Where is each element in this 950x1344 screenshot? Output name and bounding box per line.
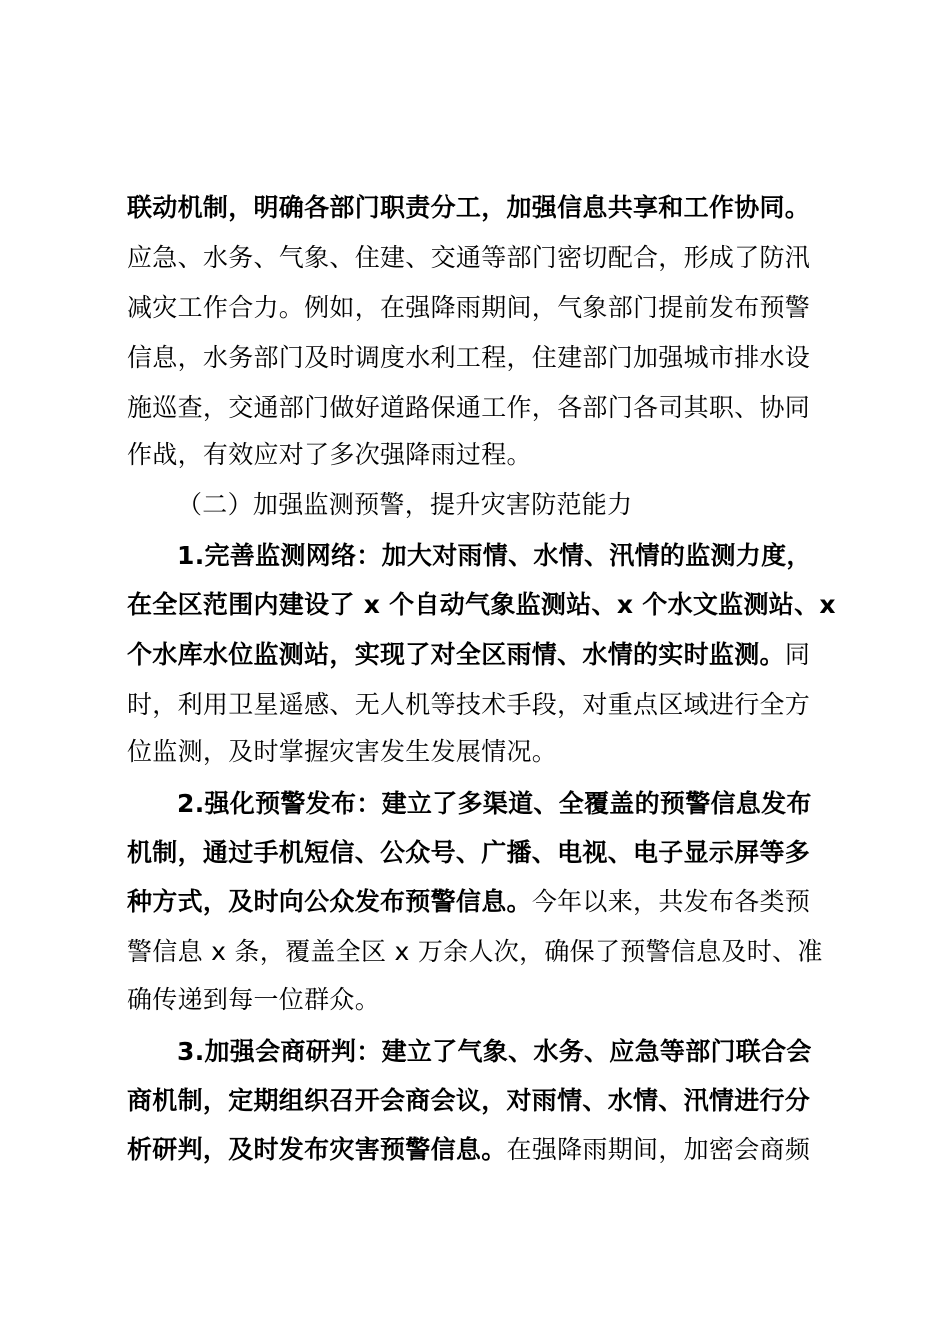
bold-text: 机制，通过手机短信、公众号、广播、电视、电子显示屏等多 [127, 838, 811, 867]
bold-text: 3.加强会商研判：建立了气象、水务、应急等部门联合会 [177, 1037, 812, 1066]
bold-text: 2.强化预警发布：建立了多渠道、全覆盖的预警信息发布 [177, 789, 812, 818]
body-text: 减灾工作合力。例如，在强降雨期间，气象部门提前发布预警 [127, 293, 811, 322]
bold-text: 联动机制，明确各部门职责分工，加强信息共享和工作协同。 [127, 193, 811, 222]
body-text: 作战，有效应对了多次强降雨过程。 [127, 440, 532, 469]
paragraph-line [127, 183, 847, 233]
paragraph-line [177, 531, 897, 581]
paragraph-line [177, 779, 897, 829]
paragraph-line [127, 233, 847, 283]
body-text: 警信息 x 条，覆盖全区 x 万余人次，确保了预警信息及时、准 [127, 937, 823, 966]
body-text: 位监测，及时掌握灾害发生发展情况。 [127, 737, 558, 766]
paragraph-line [127, 927, 847, 977]
paragraph-line [127, 333, 847, 383]
bold-text: 商机制，定期组织召开会商会议，对雨情、水情、汛情进行分 [127, 1086, 811, 1115]
bold-text: 种方式，及时向公众发布预警信息。 [127, 887, 532, 916]
bold-text: 个水库水位监测站，实现了对全区雨情、水情的实时监测。 [127, 640, 785, 669]
paragraph-line [127, 383, 847, 433]
body-text: 在强降雨期间，加密会商频 [506, 1135, 811, 1164]
paragraph-line [127, 828, 847, 878]
paragraph-line [127, 727, 847, 777]
paragraph-line [127, 975, 847, 1025]
paragraph-line [127, 630, 847, 680]
body-text: 同 [784, 640, 811, 669]
paragraph-line [177, 1027, 897, 1077]
body-text: 确传递到每一位群众。 [127, 985, 381, 1014]
body-text: 时，利用卫星遥感、无人机等技术手段，对重点区域进行全方 [127, 690, 811, 719]
body-text: （二）加强监测预警，提升灾害防范能力 [177, 490, 633, 519]
body-text: 信息，水务部门及时调度水利工程，住建部门加强城市排水设 [127, 343, 811, 372]
bold-text: 在全区范围内建设了 x 个自动气象监测站、x 个水文监测站、x [127, 590, 836, 619]
paragraph-line [127, 680, 847, 730]
paragraph-line [127, 580, 847, 630]
paragraph-line [127, 1076, 847, 1126]
body-text: 应急、水务、气象、住建、交通等部门密切配合，形成了防汛 [127, 243, 811, 272]
body-text: 今年以来，共发布各类预 [531, 887, 811, 916]
section-heading [177, 480, 897, 530]
paragraph-line [127, 430, 847, 480]
bold-text: 1.完善监测网络：加大对雨情、水情、汛情的监测力度， [177, 541, 812, 570]
paragraph-line [127, 283, 847, 333]
body-text: 施巡查，交通部门做好道路保通工作，各部门各司其职、协同 [127, 393, 811, 422]
paragraph-line [127, 1125, 847, 1175]
paragraph-line [127, 877, 847, 927]
bold-text: 析研判，及时发布灾害预警信息。 [127, 1135, 507, 1164]
